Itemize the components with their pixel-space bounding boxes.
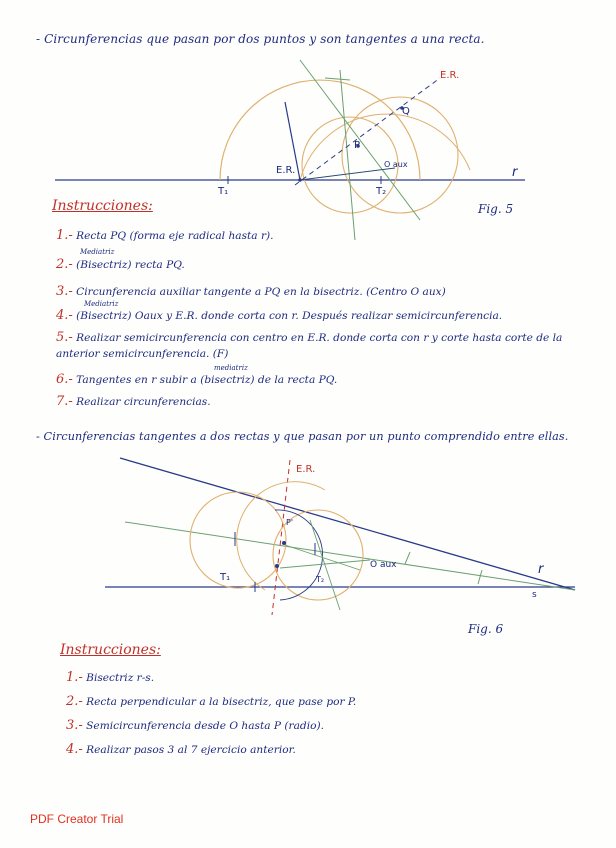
section-1-step-2-note: Mediatriz — [80, 248, 115, 256]
fig5-label-p: P — [354, 140, 361, 151]
fig5-label-oaux: O aux — [384, 160, 408, 169]
section-2-step-4: 4.- Realizar pasos 3 al 7 ejercicio anterior. — [66, 742, 296, 757]
fig6-label-oaux: O aux — [370, 560, 397, 570]
fig6-label-s: s — [532, 590, 537, 600]
section-1-step-3: 3.- Circunferencia auxiliar tangente a PQ en la bisectriz. (Centro O aux) — [56, 284, 446, 299]
section-1-instructions-heading: Instrucciones: — [52, 198, 153, 214]
fig6-label-er: E.R. — [296, 464, 316, 475]
section-2-step-2: 2.- Recta perpendicular a la bisectriz, que pase por P. — [66, 694, 357, 709]
fig6-label-t2: T₂ — [316, 575, 325, 584]
section-1-step-5-cont: anterior semicircunferencia. (F) — [56, 348, 229, 360]
section-1-step-6: 6.- Tangentes en r subir a (bisectriz) de la recta PQ. — [56, 372, 338, 387]
fig5-label-q: Q — [402, 106, 410, 117]
section-2-title: - Circunferencias tangentes a dos rectas y que pasan por un punto comprendido entre ellas. — [36, 430, 569, 443]
pdf-creator-watermark: PDF Creator Trial — [30, 812, 124, 826]
fig5-label-t2: T₂ — [376, 186, 387, 197]
fig5-label-r: r — [512, 165, 518, 180]
fig6-label-t1: T₁ — [220, 572, 231, 583]
section-1-step-4-note: Mediatriz — [84, 300, 119, 308]
section-1-step-6-note: mediatriz — [214, 364, 248, 372]
fig5-label-er-top: E.R. — [440, 70, 460, 81]
section-1-step-5: 5.- Realizar semicircunferencia con centro en E.R. donde corta con r y corte hasta corte de la — [56, 330, 563, 345]
fig6-caption: Fig. 6 — [468, 622, 504, 636]
section-1-step-7: 7.- Realizar circunferencias. — [56, 394, 211, 409]
fig6-label-p: P' — [286, 518, 294, 527]
section-1-step-2: 2.- (Bisectriz) recta PQ. — [56, 257, 185, 272]
section-1-step-1: 1.- Recta PQ (forma eje radical hasta r). — [56, 228, 274, 243]
section-2-step-1: 1.- Bisectriz r-s. — [66, 670, 155, 685]
fig6-label-r: r — [538, 562, 544, 577]
fig5-caption: Fig. 5 — [478, 202, 514, 216]
section-2-instructions-heading: Instrucciones: — [60, 642, 161, 658]
fig5-label-t1: T₁ — [218, 186, 229, 197]
fig5-label-er-base: E.R. — [276, 165, 296, 176]
section-1-title: - Circunferencias que pasan por dos puntos y son tangentes a una recta. — [36, 32, 485, 46]
section-1-step-4: 4.- (Bisectriz) Oaux y E.R. donde corta con r. Después realizar semicircunferencia. — [56, 308, 503, 323]
section-2-step-3: 3.- Semicircunferencia desde O hasta P (radio). — [66, 718, 324, 733]
